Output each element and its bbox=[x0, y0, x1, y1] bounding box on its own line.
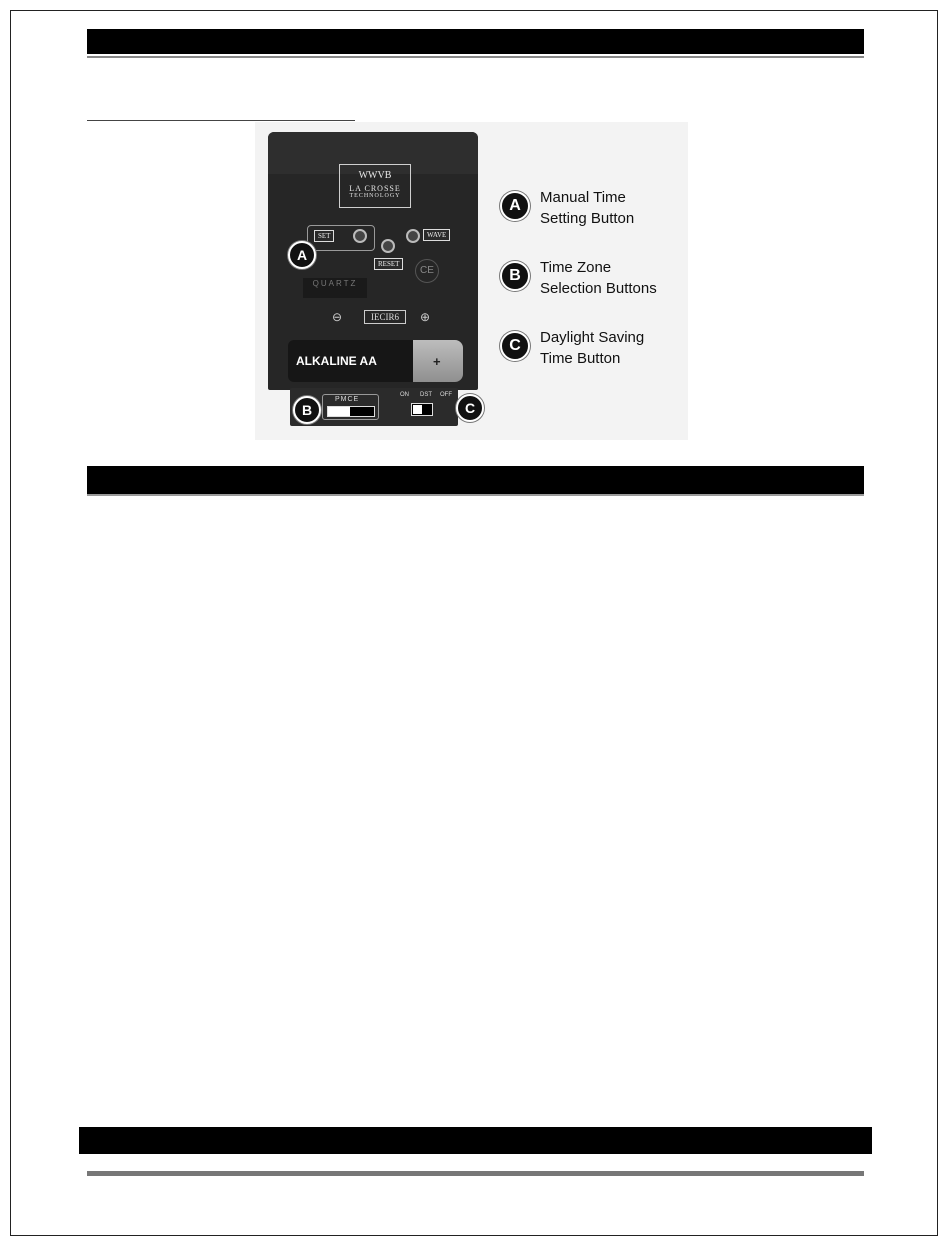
section-underline bbox=[87, 120, 355, 121]
aa-battery bbox=[288, 340, 460, 382]
plus-icon: ⊕ bbox=[420, 310, 431, 324]
legend-a-line-1: Manual Time bbox=[540, 189, 626, 206]
battery-plus: + bbox=[433, 354, 441, 369]
dst-label: DST bbox=[420, 392, 432, 398]
set-label: SET bbox=[314, 230, 334, 242]
brand-line-2: LA CROSSE bbox=[349, 184, 401, 193]
wave-label: WAVE bbox=[423, 229, 450, 241]
dst-switch[interactable] bbox=[400, 391, 456, 421]
time-zone-switch-label: PMCE bbox=[335, 396, 360, 403]
reset-label: RESET bbox=[374, 258, 403, 270]
legend-badge-c: C bbox=[500, 331, 530, 361]
brand-line-3: TECHNOLOGY bbox=[349, 193, 401, 199]
legend-a-line-2: Setting Button bbox=[540, 210, 635, 227]
battery-type-label: IECIR6 bbox=[364, 310, 406, 324]
legend-text-b bbox=[540, 257, 700, 299]
dst-on-label: ON bbox=[400, 392, 409, 398]
quartz-label: QUARTZ bbox=[303, 278, 367, 298]
clock-back-figure bbox=[255, 122, 688, 440]
legend-badge-a: A bbox=[500, 191, 530, 221]
minus-icon: ⊖ bbox=[332, 310, 343, 324]
set-button[interactable] bbox=[353, 229, 367, 243]
legend-text-a bbox=[540, 187, 700, 229]
dst-slider-knob[interactable] bbox=[413, 405, 422, 414]
time-zone-switch[interactable] bbox=[322, 394, 379, 420]
footer-bar bbox=[79, 1127, 872, 1154]
wave-button[interactable] bbox=[406, 229, 420, 243]
battery-text: ALKALINE AA bbox=[296, 354, 377, 368]
legend-c-line-1: Daylight Saving bbox=[540, 329, 645, 346]
header-rule bbox=[87, 56, 864, 58]
footer-rule bbox=[87, 1171, 864, 1176]
time-zone-slider-knob[interactable] bbox=[328, 407, 350, 416]
callout-badge-a: A bbox=[288, 241, 316, 269]
brand-line-1: WWVB bbox=[358, 170, 392, 181]
dst-slider[interactable] bbox=[411, 403, 433, 416]
reset-button[interactable] bbox=[381, 239, 395, 253]
dst-off-label: OFF bbox=[440, 392, 452, 398]
header-bar bbox=[87, 29, 864, 54]
legend-c-line-2: Time Button bbox=[540, 350, 621, 367]
legend-badge-b: B bbox=[500, 261, 530, 291]
time-zone-slider[interactable] bbox=[327, 406, 375, 417]
brand-label bbox=[339, 164, 411, 208]
callout-badge-c: C bbox=[456, 394, 484, 422]
legend-text-c bbox=[540, 327, 700, 369]
ce-mark: CE bbox=[415, 259, 439, 283]
legend-b-line-1: Time Zone bbox=[540, 259, 612, 276]
legend-b-line-2: Selection Buttons bbox=[540, 280, 657, 297]
section-rule bbox=[87, 494, 864, 496]
section-bar bbox=[87, 466, 864, 494]
callout-badge-b: B bbox=[293, 396, 321, 424]
